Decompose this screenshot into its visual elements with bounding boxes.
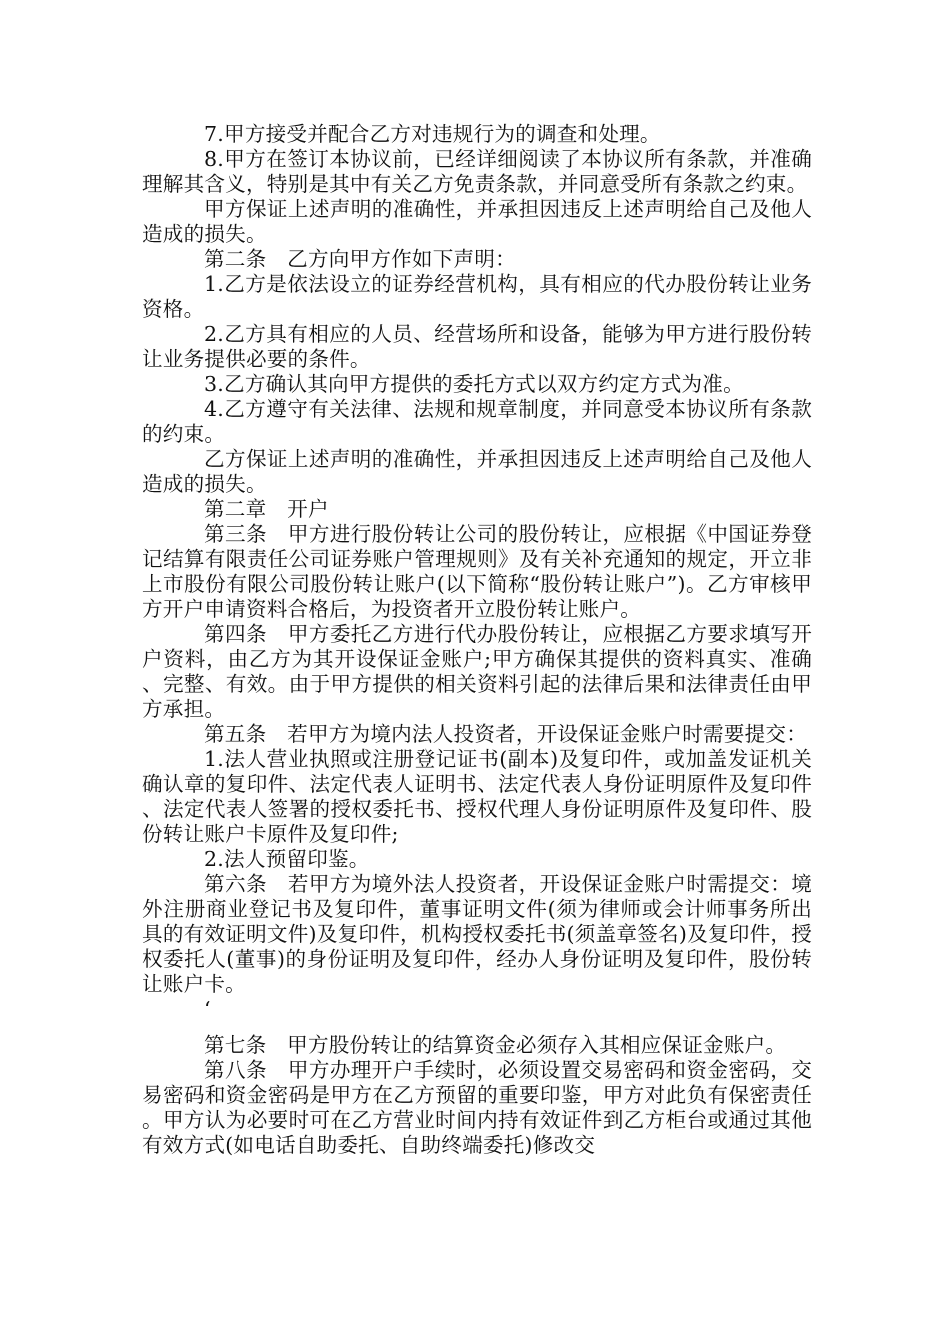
article-5: 第五条 若甲方为境内法人投资者，开设保证金账户时需要提交：: [204, 722, 808, 746]
paragraph-party-a-guarantee: 甲方保证上述声明的准确性，并承担因违反上述声明给自己及他人造成的损失。: [142, 197, 812, 246]
paragraph-clause-8: 8.甲方在签订本协议前，已经详细阅读了本协议所有条款，并准确理解其含义，特别是其中有关乙方免责条款，并同意受所有条款之约束。: [142, 147, 812, 196]
article-3: 第三条 甲方进行股份转让公司的股份转让，应根据《中国证券登记结算有限责任公司证券账户管理规则》及有关补充通知的规定，开立非上市股份有限公司股份转让账户(以下简称“股份转让账户”)。乙方审核甲方开户申请资料合格后，为投资者开立股份转让账户。: [142, 522, 812, 621]
article-4: 第四条 甲方委托乙方进行代办股份转让，应根据乙方要求填写开户资料，由乙方为其开设保证金账户;甲方确保其提供的资料真实、准确、完整、有效。由于甲方提供的相关资料引起的法律后果和法律责任由甲方承担。: [142, 622, 812, 721]
paragraph-party-b-item-4: 4.乙方遵守有关法律、法规和规章制度，并同意受本协议所有条款的约束。: [142, 397, 812, 446]
article-5-item-1: 1.法人营业执照或注册登记证书(副本)及复印件，或加盖发证机关确认章的复印件、法定代表人证明书、法定代表人身份证明原件及复印件、法定代表人签署的授权委托书、授权代理人身份证明原件及复印件、股份转让账户卡原件及复印件;: [142, 747, 812, 846]
article-6: 第六条 若甲方为境外法人投资者，开设保证金账户时需提交：境外注册商业登记书及复印件，董事证明文件(须为律师或会计师事务所出具的有效证明文件)及复印件，机构授权委托书(须盖章签名)及复印件，授权委托人(董事)的身份证明及复印件，经办人身份证明及复印件，股份转让账户卡。: [142, 872, 812, 996]
article-2-heading: 第二条 乙方向甲方作如下声明：: [204, 247, 516, 271]
paragraph-party-b-item-3: 3.乙方确认其向甲方提供的委托方式以双方约定方式为准。: [204, 372, 744, 396]
paragraph-party-b-guarantee: 乙方保证上述声明的准确性，并承担因违反上述声明给自己及他人造成的损失。: [142, 447, 812, 496]
stray-mark: ‘: [204, 997, 211, 1021]
document-body: [142, 122, 812, 1158]
article-5-item-2: 2.法人预留印鉴。: [204, 847, 370, 871]
paragraph-party-b-item-1: 1.乙方是依法设立的证券经营机构，具有相应的代办股份转让业务资格。: [142, 272, 812, 321]
chapter-2-heading: 第二章 开户: [204, 497, 329, 521]
article-7: 第七条 甲方股份转让的结算资金必须存入其相应保证金账户。: [204, 1033, 787, 1057]
paragraph-clause-7: 7.甲方接受并配合乙方对违规行为的调查和处理。: [204, 122, 661, 146]
paragraph-party-b-item-2: 2.乙方具有相应的人员、经营场所和设备，能够为甲方进行股份转让业务提供必要的条件。: [142, 322, 812, 371]
article-8: 第八条 甲方办理开户手续时，必须设置交易密码和资金密码，交易密码和资金密码是甲方在乙方预留的重要印鉴，甲方对此负有保密责任。甲方认为必要时可在乙方营业时间内持有效证件到乙方柜台或通过其他有效方式(如电话自助委托、自助终端委托)修改交: [142, 1058, 812, 1157]
